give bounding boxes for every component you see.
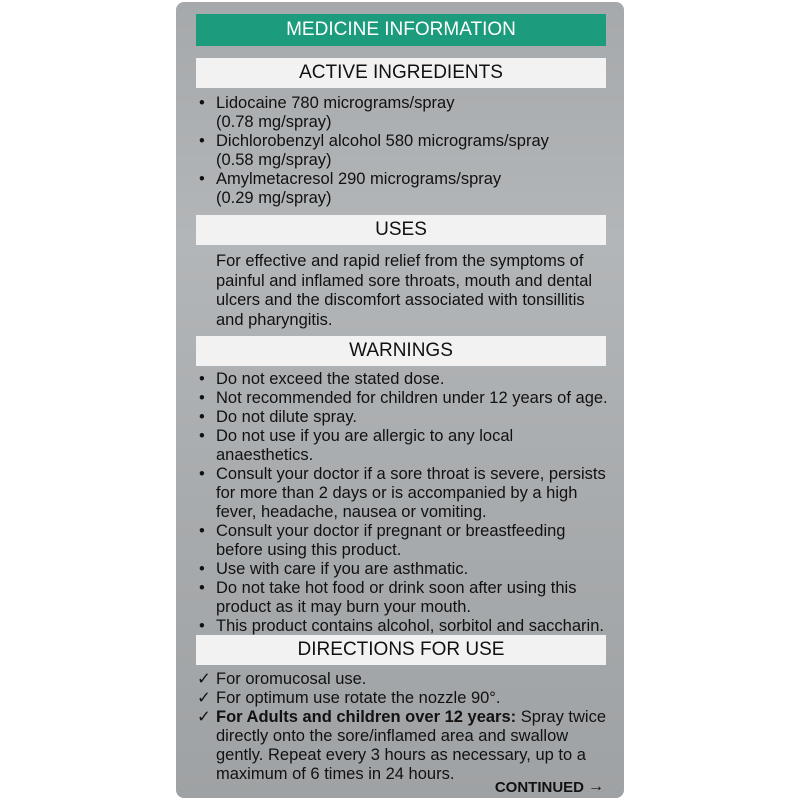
ingredient-name: Dichlorobenzyl alcohol 580 micrograms/spray [216,132,549,150]
continued-label [495,778,604,796]
bullet-icon: • [199,522,205,540]
bullet-icon: • [199,132,205,150]
uses-line: painful and inflamed sore throats, mouth and dental [216,271,593,290]
warning-line: Do not take hot food or drink soon after using this [216,579,577,597]
ingredient-dose: (0.58 mg/spray) [216,151,332,169]
bullet-icon: • [199,617,205,635]
list-item [199,522,608,560]
uses-heading: USES [196,215,606,245]
direction-line: directly onto the sore/inflamed area and swallow [216,727,569,745]
checkmark-icon: ✓ [197,670,211,688]
direction-text: Spray twice [516,708,607,726]
active-ingredients-heading: ACTIVE INGREDIENTS [196,58,606,88]
uses-text [216,252,616,330]
list-item [199,560,608,579]
bullet-icon: • [199,560,205,578]
list-item [199,132,549,170]
list-item [199,370,608,389]
list-item [199,465,608,522]
list-item [197,670,617,689]
uses-line: For effective and rapid relief from the symptoms of [216,252,584,270]
direction-line: For optimum use rotate the nozzle 90°. [216,689,501,707]
bullet-icon: • [199,94,205,112]
warning-line: anaesthetics. [216,446,314,464]
list-item [199,579,608,617]
bullet-icon: • [199,465,205,483]
list-item [197,689,617,708]
uses-line: and pharyngitis. [216,310,333,329]
warning-line: Consult your doctor if a sore throat is severe, persists [216,465,606,483]
warning-line: Do not use if you are allergic to any local [216,427,514,445]
warning-line: product as it may burn your mouth. [216,598,471,616]
continued-text: CONTINUED [494,778,584,796]
warning-line: Not recommended for children under 12 years of age. [216,389,608,407]
directions-list [197,670,617,784]
medicine-information-banner: MEDICINE INFORMATION [196,14,606,46]
list-item [197,708,617,784]
list-item [199,94,549,132]
direction-bold-label: For Adults and children over 12 years: [216,708,517,726]
direction-line: For oromucosal use. [216,670,367,688]
uses-line: ulcers and the discomfort associated with tonsillitis [216,291,585,309]
bullet-icon: • [199,389,205,407]
warning-line: This product contains alcohol, sorbitol and saccharin. [216,617,604,635]
warning-line: Use with care if you are asthmatic. [216,560,469,578]
checkmark-icon: ✓ [197,708,211,726]
direction-line: maximum of 6 times in 24 hours. [216,765,455,783]
warning-line: for more than 2 days or is accompanied by a high [216,484,578,502]
directions-heading: DIRECTIONS FOR USE [196,635,606,665]
ingredient-dose: (0.78 mg/spray) [216,113,332,131]
active-ingredients-list [199,94,549,208]
ingredient-name: Lidocaine 780 micrograms/spray [216,94,455,112]
bullet-icon: • [199,579,205,597]
bullet-icon: • [199,370,205,388]
ingredient-name: Amylmetacresol 290 micrograms/spray [216,170,502,188]
arrow-right-icon: → [588,778,604,795]
list-item [199,408,608,427]
warning-line: Do not dilute spray. [216,408,357,426]
warning-line: Do not exceed the stated dose. [216,370,445,388]
bullet-icon: • [199,170,205,188]
bullet-icon: • [199,427,205,445]
warnings-list [199,370,608,636]
warning-line: before using this product. [216,541,402,559]
list-item [199,617,608,636]
bullet-icon: • [199,408,205,426]
warnings-heading: WARNINGS [196,336,606,366]
list-item [199,389,608,408]
ingredient-dose: (0.29 mg/spray) [216,189,332,207]
checkmark-icon: ✓ [197,689,211,707]
direction-line [216,708,617,727]
direction-line: gently. Repeat every 3 hours as necessary, up to a [216,746,586,764]
list-item [199,427,608,465]
list-item [199,170,549,208]
medicine-info-panel [176,2,624,798]
warning-line: fever, headache, nausea or vomiting. [216,503,487,521]
warning-line: Consult your doctor if pregnant or breastfeeding [216,522,566,540]
